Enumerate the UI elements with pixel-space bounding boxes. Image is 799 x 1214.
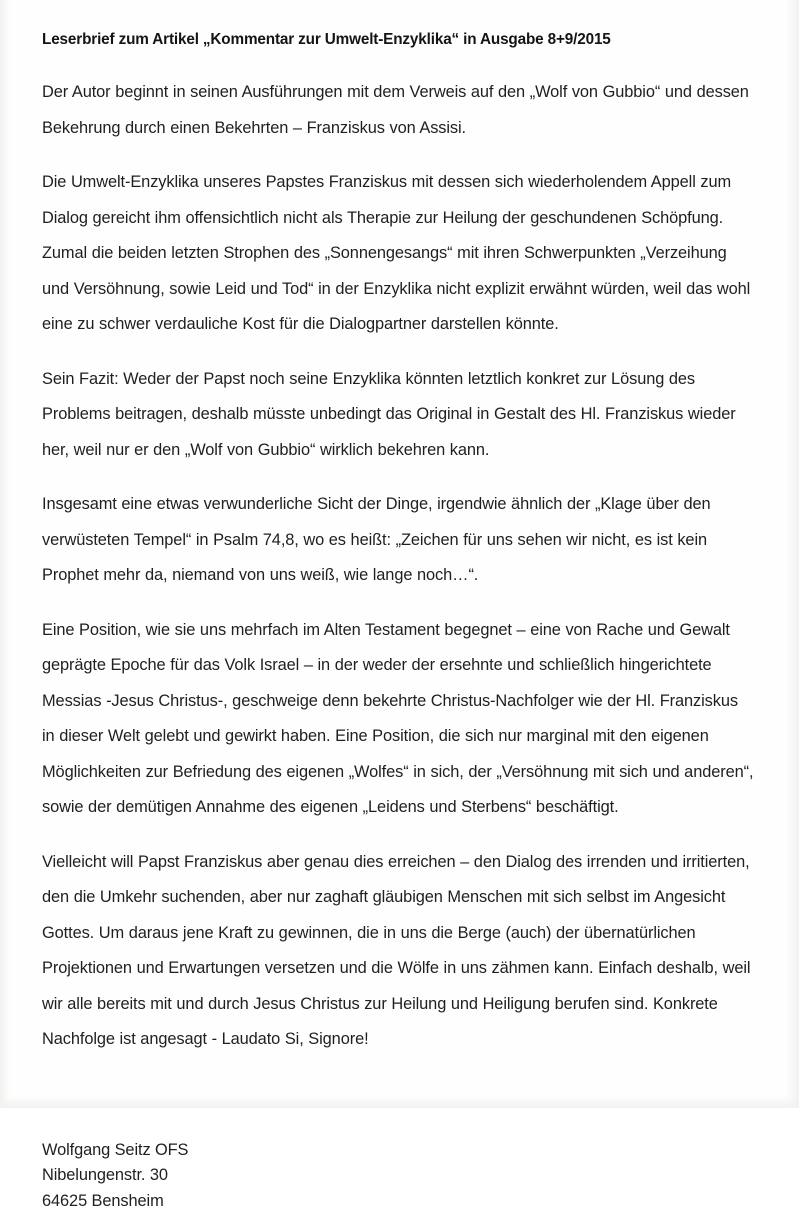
scan-edge-bottom <box>0 1096 799 1108</box>
letter-body <box>42 75 754 1058</box>
paragraph: Vielleicht will Papst Franziskus aber genau dies erreichen – den Dialog des irrenden und irritierten, den die Umkehr suchenden, aber nur zaghaft gläubigen Menschen mit sich selbst im Angesicht Gottes. Um daraus jene Kraft zu gewinnen, die in uns die Berge (auch) der übernatürlichen Projektionen und Erwartungen versetzen und die Wölfe in uns zähmen kann. Einfach deshalb, weil wir alle bereits mit und durch Jesus Christus zur Heilung und Heiligung berufen sind. Konkrete Nachfolge ist angesagt - Laudato Si, Signore! <box>42 852 751 1049</box>
paragraph: Eine Position, wie sie uns mehrfach im Alten Testament begegnet – eine von Rache und Gewalt geprägte Epoche für das Volk Israel – in der weder der ersehnte und schließlich hingerichtete Messias -Jesus Christus-, geschweige denn bekehrte Christus-Nachfolger wie der Hl. Franziskus in dieser Welt gelebt und gewirkt haben. Eine Position, die sich nur marginal mit den eigenen Möglichkeiten zur Befriedung des eigenen „Wolfes“ in sich, der „Versöhnung mit sich und anderen“, sowie der demütigen Annahme des eigenen „Leidens und Sterbens“ beschäftigt. <box>42 620 754 817</box>
signature-block <box>42 1138 754 1214</box>
signature-city: 64625 Bensheim <box>42 1191 164 1210</box>
signature-name: Wolfgang Seitz OFS <box>42 1140 189 1159</box>
paragraph: Die Umwelt-Enzyklika unseres Papstes Franziskus mit dessen sich wiederholendem Appell zum Dialog gereicht ihm offensichtlich nicht als Therapie zur Heilung der geschundenen Schöpfung. Zumal die beiden letzten Strophen des „Sonnengesangs“ mit ihren Schwerpunkten „Verzeihung und Versöhnung, sowie Leid und Tod“ in der Enzyklika nicht explizit erwähnt würden, weil das wohl eine zu schwer verdauliche Kost für die Dialogpartner darstellen könnte. <box>42 173 751 334</box>
scan-edge-right <box>785 0 799 1108</box>
letter-title: Leserbrief zum Artikel „Kommentar zur Umwelt-Enzyklika“ in Ausgabe 8+9/2015 <box>42 31 611 48</box>
paragraph: Insgesamt eine etwas verwunderliche Sicht der Dinge, irgendwie ähnlich der „Klage über den verwüsteten Tempel“ in Psalm 74,8, wo es heißt: „Zeichen für uns sehen wir nicht, es ist kein Prophet mehr da, niemand von uns weiß, wie lange noch…“. <box>42 495 711 585</box>
scan-edge-left <box>0 0 10 1108</box>
paragraph: Der Autor beginnt in seinen Ausführungen mit dem Verweis auf den „Wolf von Gubbio“ und dessen Bekehrung durch einen Bekehrten – Franziskus von Assisi. <box>42 83 749 137</box>
signature-street: Nibelungenstr. 30 <box>42 1166 168 1185</box>
paragraph: Sein Fazit: Weder der Papst noch seine Enzyklika könnten letztlich konkret zur Lösung des Problems beitragen, deshalb müsste unbedingt das Original in Gestalt des Hl. Franziskus wieder her, weil nur er den „Wolf von Gubbio“ wirklich bekehren kann. <box>42 369 736 459</box>
